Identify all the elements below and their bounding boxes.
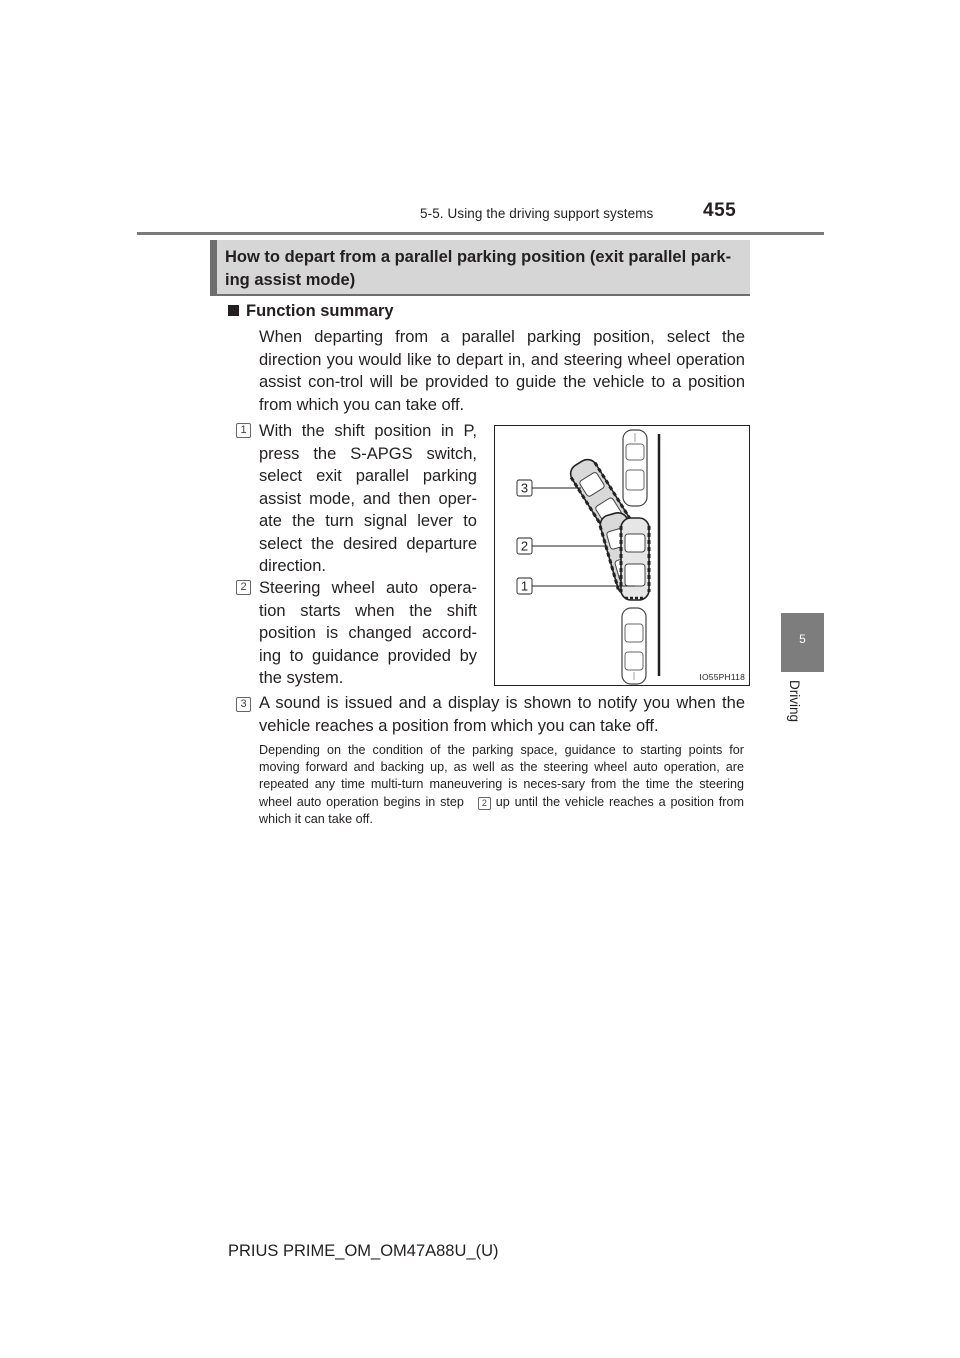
note-step-ref: 2 [478,797,491,810]
summary-paragraph: When departing from a parallel parking position, select the direction you would like to depart in, and steering wheel operation assist con-trol will be provided to guide the vehicle to a position from which you can take off. [259,328,745,414]
callout-2 [517,538,532,554]
section-heading [210,240,750,296]
callout-3-label: 3 [520,480,529,496]
note-text-after: up until the vehicle reaches a position from which it can take off. [259,794,744,826]
callout-2-label: 2 [520,538,529,554]
sub-heading-text: Function summary [246,302,394,320]
note-text: Depending on the condition of the parking space, guidance to starting points for moving forward and backing up, as well as the steering wheel auto operation, are repeated any time multi-turn maneuvering is neces-sary from the time the steering wheel auto operation begins in step [259,743,744,809]
chapter-number: 5 [799,632,806,646]
callout-1 [517,578,532,594]
parking-diagram [494,425,750,686]
section-title: 5-5. Using the driving support systems [420,206,654,221]
vehicle-position-1 [621,518,649,600]
figure-id: IO55PH118 [699,672,745,682]
header-rule [137,232,824,235]
footer-doc-code: PRIUS PRIME_OM_OM47A88U_(U) [228,1242,499,1260]
section-heading-text: How to depart from a parallel parking position (exit parallel park-ing assist mode) [225,248,732,289]
chapter-label [781,680,824,750]
chapter-label-text: Driving [787,680,802,723]
parked-car-rear [622,608,646,684]
step-3-text: A sound is issued and a display is shown to notify you when the vehicle reaches a position from which you can take off. [259,694,745,735]
step-3-number: 3 [236,697,251,712]
note-paragraph [259,742,744,828]
step-1-number: 1 [236,423,251,438]
step-2-number: 2 [236,580,251,595]
page-number: 455 [703,200,737,221]
parked-car-front [623,430,647,506]
parking-diagram-illustration [495,426,749,685]
callout-1-label: 1 [520,578,529,594]
chapter-tab [781,613,824,672]
square-bullet-icon [228,305,239,316]
step-2-text: Steering wheel auto opera-tion starts when the shift position is changed accord-ing to guidance provided by the system. [259,579,477,687]
step-1-text: With the shift position in P, press the S-APGS switch, select exit parallel parking assist mode, and then oper-ate the turn signal lever to select the desired departure direction. [259,422,477,575]
sub-heading [228,302,394,321]
callout-3 [517,480,532,496]
